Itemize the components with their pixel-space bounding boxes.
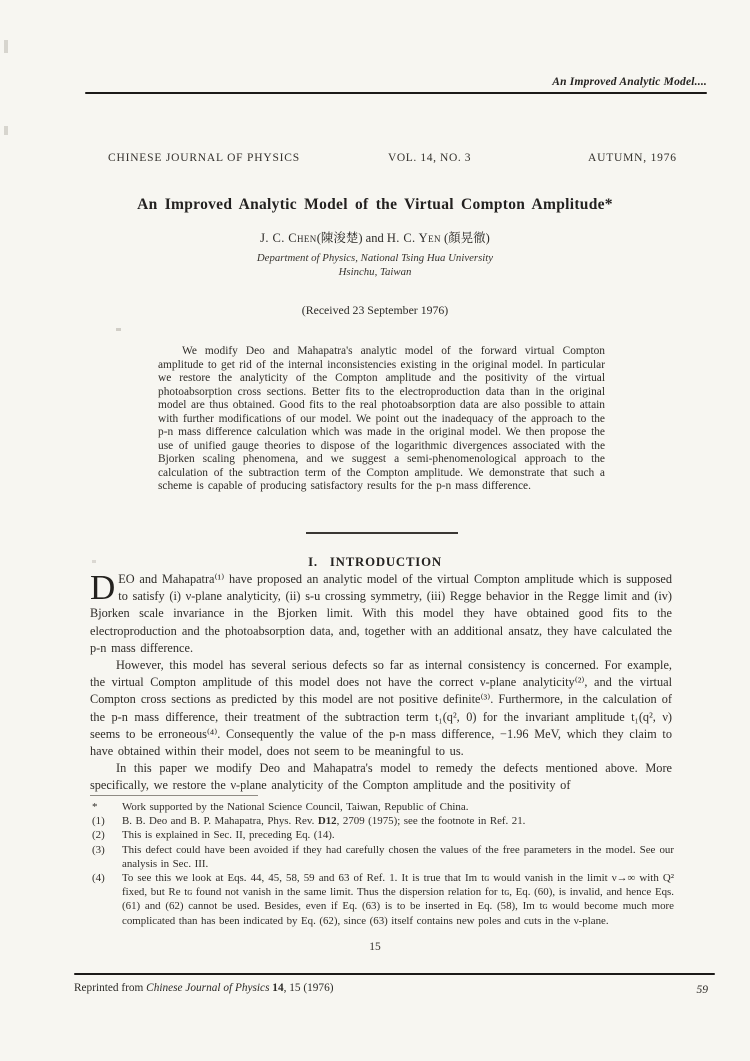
reprint-suffix: , 15 (1976) [283,982,334,994]
header-rule [85,92,707,94]
section-heading [25,555,725,570]
footer-rule [74,973,715,975]
footnote-text [122,871,674,928]
footnote-text [122,828,674,842]
paragraph-2: However, this model has several serious defects so far as internal consistency is concerned. For example, the virtual Compton amplitude of this model does not have the correct ν-plane analyticity⁽²⁾, and the virtual Compton cross sections as predicted by this model are not positive definite⁽³⁾. Furthermore, in the calculation of the p-n mass difference, their treatment of the subtraction term t₁(q², 0) for the invariant amplitude t₁(q², ν) seems to be erroneous⁽⁴⁾. Consequently the value of the p-n mass difference, −1.96 MeV, which they claim to have obtained within their model, does not seem to be meaningful to us. [90,658,672,759]
inner-page-number: 15 [369,941,381,953]
footnote-text-a: B. B. Deo and B. P. Mahapatra, Phys. Rev. [122,815,318,828]
footnotes [92,800,674,928]
author-2-cjk: (顏晃徹) [440,231,490,245]
reprint-prefix: Reprinted from [74,982,147,994]
dropcap: D [90,568,116,607]
affiliation-line-1: Department of Physics, National Tsing Hua University [256,252,494,264]
footnote-text-a: Work supported by the National Science Council, Taiwan, Republic of China. [122,801,469,813]
footnote-1 [92,814,674,828]
folio-page-number: 59 [696,984,708,996]
abstract-divider [306,532,458,534]
affiliation [25,252,725,279]
footnote-divider [90,795,258,796]
footnote-text [122,814,674,828]
author-conjunction: and [362,231,387,245]
footnote-marker: * [92,801,98,813]
reprint-volume: 14 [269,982,284,994]
author-1: J. C. Chen [260,231,317,245]
footnote-text [122,800,674,814]
received-date: (Received 23 September 1976) [301,303,449,317]
footnote-3 [92,843,674,871]
author-1-cjk: (陳浚楚) [316,231,363,245]
reprint-journal: Chinese Journal of Physics [146,982,270,994]
author-line [25,228,725,246]
scan-artifact [4,40,8,53]
section-label: INTRODUCTION [329,555,442,569]
footnote-star [92,800,674,814]
section-number: I. [308,555,318,569]
reprint-notice [74,982,634,994]
masthead-season: AUTUMN, 1976 [588,152,677,164]
paragraph-3: In this paper we modify Deo and Mahapatra's model to remedy the defects mentioned above. More specifically, we restore the ν-plane analyticity of the Compton amplitude and the positivity of [90,761,672,793]
footnote-marker: (3) [92,843,105,856]
footnote-marker: (2) [92,829,105,842]
footnote-text-a: This defect could have been avoided if they had carefully chosen the values of the free parameters in the model. See our analysis in Sec. III. [122,843,674,870]
paragraph-1-text: EO and Mahapatra⁽¹⁾ have proposed an analytic model of the virtual Compton amplitude which is supposed to satisfy (i) ν-plane analyticity, (ii) s-u crossing symmetry, (iii) Regge behavior in the Regge limit and (iv) Bjorken scale invariance in the Bjorken limit. With this model they have obtained good fits to the electroproduction and the photoabsorption data, and, together with an additional ansatz, they have calculated the p-n mass difference. [90,572,672,655]
footnote-marker: (1) [92,815,105,828]
footnote-4 [92,871,674,928]
masthead-journal-name: CHINESE JOURNAL OF PHYSICS [108,152,300,164]
footnote-marker: (4) [92,872,105,885]
scan-artifact [4,126,8,135]
running-head: An Improved Analytic Model.... [552,76,707,88]
paragraph-1 [90,568,672,657]
footnote-2 [92,828,674,842]
article-title: An Improved Analytic Model of the Virtual Compton Amplitude* [137,196,613,213]
author-2: H. C. Yen [386,231,441,245]
affiliation-line-2: Hsinchu, Taiwan [338,265,412,278]
body-text [90,568,672,795]
footnote-text [122,843,674,871]
scan-artifact [116,328,121,331]
footnote-text-a: This is explained in Sec. II, preceding Eq. (14). [122,829,335,842]
masthead-volume: VOL. 14, NO. 3 [388,152,472,164]
footnote-text-bold: D12 [317,815,337,828]
abstract: We modify Deo and Mahapatra's analytic model of the forward virtual Compton amplitude to get rid of the internal inconsistencies existing in the original model. In particular we restore the analyticity of the Compton amplitude and the positivity of the virtual photoabsorption cross sections. Better fits to the electroproduction data than in the original model are thus obtained. Good fits to the real photoabsorption data are also possible to attain with further modifications of our model. We point out the inadequacy of the approach to the p-n mass difference calculation which was made in the original model. We then propose the use of unified gauge theories to dispose of the logarithmic divergences associated with the Bjorken scaling phenomena, and we suggest a semi-phenomenological approach to the calculation of the subtraction term of the Compton amplitude. We demonstrate that such a scheme is capable of producing satisfactory results for the p-n mass difference. [158,345,605,492]
footnote-text-a: To see this we look at Eqs. 44, 45, 58, 59 and 63 of Ref. 1. It is true that Im tɢ would vanish in the limit ν→∞ with Q² fixed, but Re tɢ found not vanish in the same limit. Thus the dispersion relation for tɢ, Eq. (60), is invalid, and hence Eqs. (61) and (62) cannot be used. Besides, even if Eq. (63) is to be inserted in Eq. (58), Im tɢ would become much more complicated than has been indicated by Eq. (62), since (63) itself contains new poles and cuts in the ν-plane. [122,872,674,927]
footnote-text-b: , 2709 (1975); see the footnote in Ref. 21. [336,815,526,828]
